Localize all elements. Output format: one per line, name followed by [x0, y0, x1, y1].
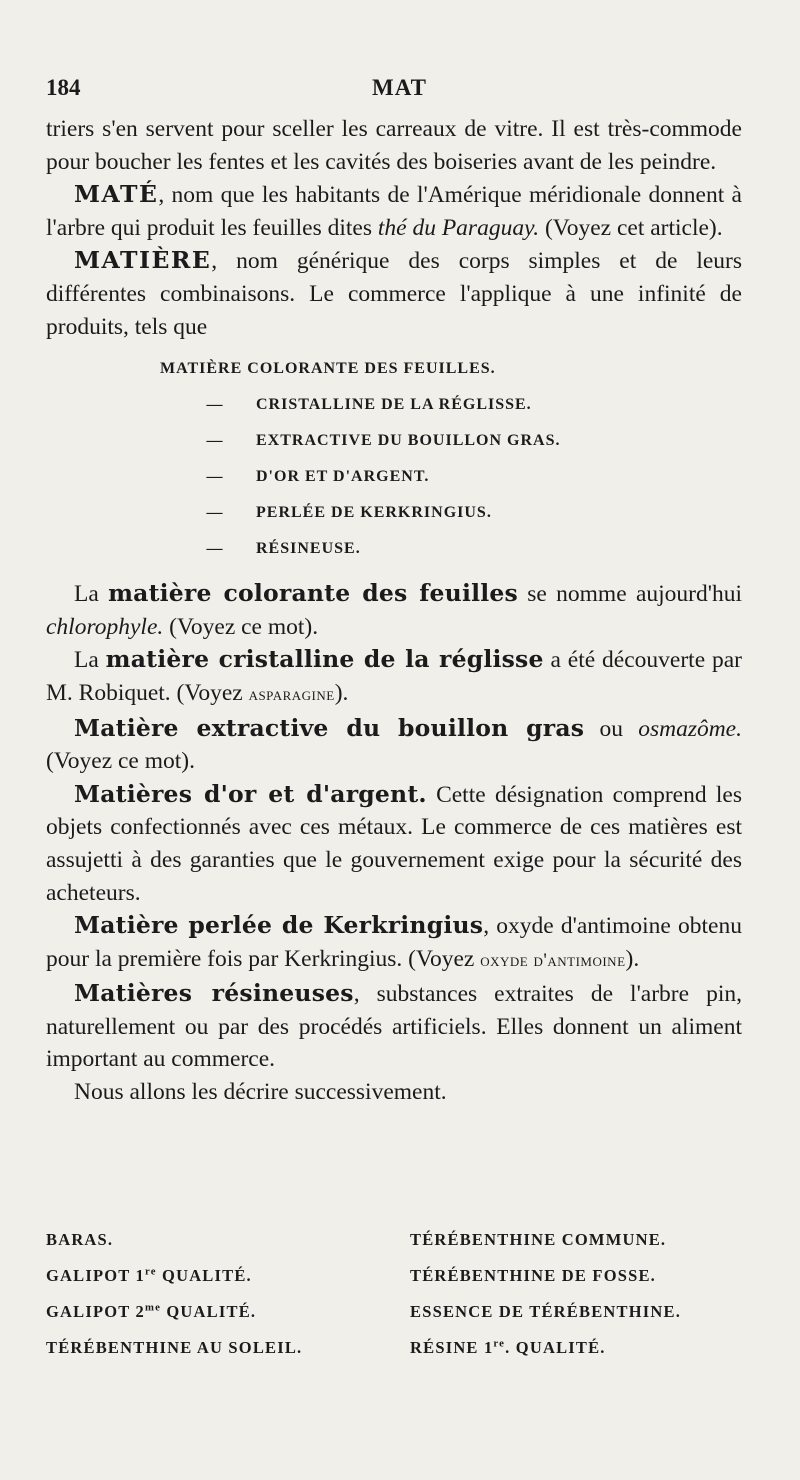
page-number: 184	[46, 75, 81, 100]
item-sup: re	[493, 1337, 506, 1350]
text-run: ).	[625, 945, 640, 972]
text-run: , substances extraites de l'arbre pin, naturellement ou par des procédés artificiels. Elles donnent un aliment important au commerce.	[46, 981, 743, 1073]
column-item	[410, 1294, 681, 1330]
list-item-text: CRISTALLINE DE LA RÉGLISSE.	[256, 396, 532, 414]
entry-term: MATIÈRE	[74, 246, 212, 275]
list-item	[46, 495, 742, 531]
column-right	[410, 1222, 681, 1366]
list-item	[46, 459, 742, 495]
list-item-text: EXTRACTIVE DU BOUILLON GRAS.	[256, 432, 561, 450]
paragraph-perlee	[46, 909, 742, 977]
item-text-2: . QUALITÉ.	[505, 1338, 606, 1357]
paragraph-extractive	[46, 712, 742, 778]
list-item	[46, 387, 742, 423]
text-run: ou	[584, 715, 639, 742]
item-text-2: QUALITÉ.	[161, 1302, 257, 1321]
entry-mate	[46, 178, 742, 244]
text-run: a été découverte par M. Robiquet. (Voyez	[46, 647, 742, 706]
list-item-text: RÉSINEUSE.	[256, 540, 361, 558]
small-caps-ref: oxyde d'antimoine	[480, 949, 626, 971]
item-text: TÉRÉBENTHINE DE FOSSE.	[410, 1266, 657, 1285]
paragraph-cristalline	[46, 643, 742, 711]
item-text: RÉSINE 1	[410, 1338, 494, 1357]
bold-term: matière colorante des feuilles	[108, 579, 518, 608]
entry-text-2: (Voyez cet article).	[539, 214, 723, 241]
list-dash: —	[206, 468, 224, 486]
text-run: se nomme aujourd'hui	[517, 581, 742, 608]
matiere-list	[46, 351, 742, 567]
list-dash: —	[206, 504, 224, 522]
page-body	[46, 113, 742, 1109]
page-header	[46, 75, 746, 115]
entry-text: , nom générique des corps simples et de leurs différentes combinaisons. Le commerce l'applique à une infinité de produits, tels que	[46, 248, 742, 340]
small-caps-ref: asparagine	[248, 683, 335, 705]
text-run: La	[74, 581, 109, 608]
entry-term: MATÉ	[74, 180, 159, 209]
item-sup: me	[144, 1301, 162, 1314]
list-item	[46, 423, 742, 459]
list-item	[46, 531, 742, 567]
text-run: La	[74, 647, 106, 674]
list-dash: —	[206, 396, 224, 414]
paragraph-colorante	[46, 577, 742, 643]
item-text: TÉRÉBENTHINE COMMUNE.	[410, 1230, 667, 1249]
bold-term: Matière perlée de Kerkringius	[74, 911, 484, 940]
text-run: , oxyde d'antimoine obtenu pour la première fois par Kerkringius. (Voyez	[46, 913, 742, 972]
list-item-text: D'OR ET D'ARGENT.	[256, 468, 430, 486]
bold-term: Matières résineuses	[74, 979, 354, 1008]
column-item	[410, 1222, 681, 1258]
column-left	[46, 1222, 302, 1366]
column-item	[46, 1294, 302, 1330]
list-dash: —	[206, 432, 224, 450]
column-item	[46, 1222, 302, 1258]
text-run: ).	[334, 679, 349, 706]
item-text: GALIPOT 1	[46, 1266, 145, 1285]
column-item	[410, 1330, 681, 1366]
italic-term: osmazôme.	[638, 715, 742, 742]
entry-italic: thé du Paraguay.	[377, 214, 540, 241]
paragraph-continuation: triers s'en servent pour sceller les carreaux de vitre. Il est très-commode pour boucher les fentes et les cavités des boiseries avant de les peindre.	[46, 116, 742, 175]
list-item-text: PERLÉE DE KERKRINGIUS.	[256, 504, 492, 522]
list-dash: —	[206, 540, 224, 558]
item-text: BARAS.	[46, 1230, 114, 1249]
item-sup: re	[144, 1265, 157, 1278]
item-text: TÉRÉBENTHINE AU SOLEIL.	[46, 1338, 303, 1357]
paragraph-or-argent	[46, 778, 742, 909]
entry-text: , nom que les habitants de l'Amérique méridionale donnent à l'arbre qui produit les feuilles dites	[46, 182, 742, 241]
italic-term: chlorophyle.	[46, 613, 164, 640]
bold-term: matière cristalline de la réglisse	[105, 645, 544, 674]
item-text: ESSENCE DE TÉRÉBENTHINE.	[410, 1302, 682, 1321]
resin-columns	[46, 1222, 746, 1372]
column-item	[410, 1258, 681, 1294]
entry-matiere	[46, 244, 742, 343]
text-run: Cette désignation comprend les objets confectionnés avec ces métaux. Le commerce de ces matières est assujetti à des garanties que le gouvernement exige pour la sécurité des acheteurs.	[46, 781, 742, 906]
item-text: GALIPOT 2	[46, 1302, 145, 1321]
paragraph-decrire: Nous allons les décrire successivement.	[74, 1079, 447, 1106]
bold-term: Matières d'or et d'argent.	[74, 779, 427, 808]
paragraph-resineuses	[46, 977, 742, 1076]
list-item: MATIÈRE COLORANTE DES FEUILLES.	[160, 360, 496, 378]
column-item	[46, 1330, 302, 1366]
text-run: (Voyez ce mot).	[46, 748, 195, 775]
item-text-2: QUALITÉ.	[156, 1266, 252, 1285]
running-head: MAT	[372, 75, 427, 100]
text-run: (Voyez ce mot).	[163, 613, 319, 640]
column-item	[46, 1258, 302, 1294]
bold-term: Matière extractive du bouillon gras	[74, 713, 585, 742]
